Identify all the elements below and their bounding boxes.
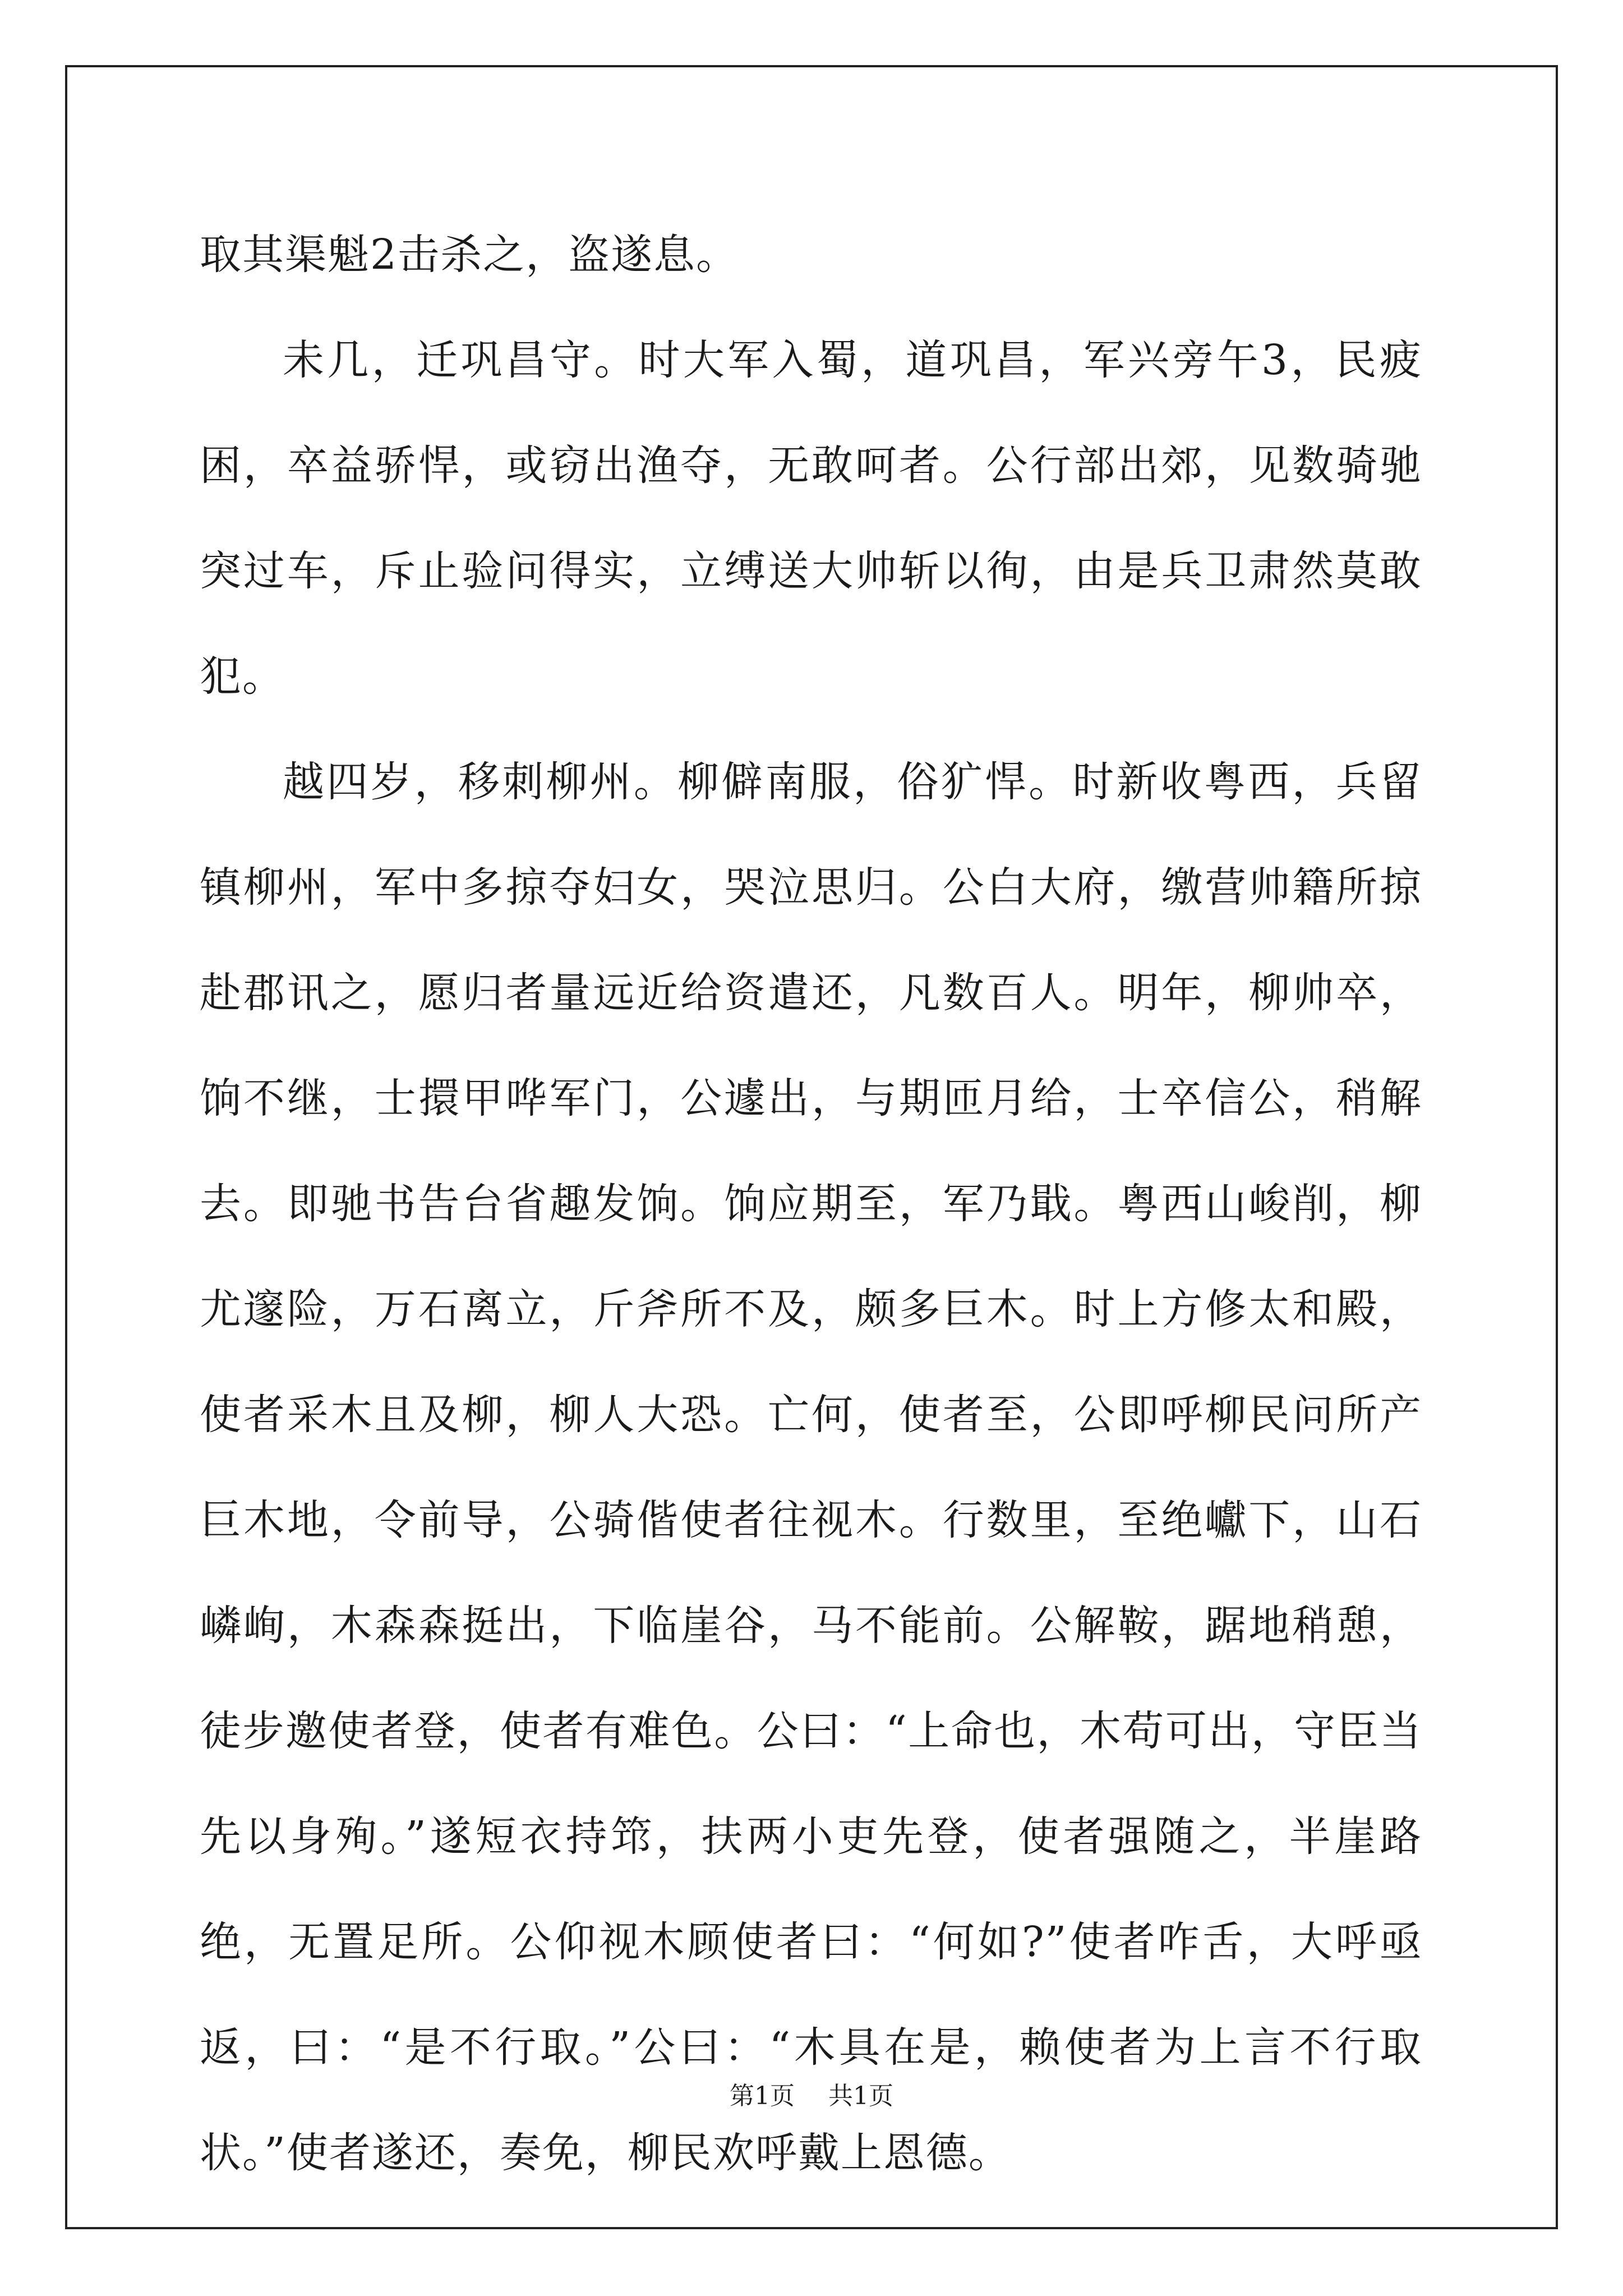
paragraph-1: 取其渠魁2击杀之，盗遂息。: [200, 231, 739, 279]
paragraph-2: 未几，迁巩昌守。时大军入蜀，道巩昌，军兴旁午3，民疲困，卒益骄悍，或窃出渔夺，无敢呵者。公行部出郊，见数骑驰突过车，斥止验问得实，立缚送大帅斩以徇，由是兵卫肃然莫敢犯。: [200, 336, 1422, 701]
page-number: 第1页: [730, 2082, 795, 2110]
paragraph-3: 越四岁，移刺柳州。柳僻南服，俗犷悍。时新收粤西，兵留镇柳州，军中多掠夺妇女，哭泣思归。公白大府，缴营帅籍所掠赴郡讯之，愿归者量远近给资遣还，凡数百人。明年，柳帅卒，饷不继，士擐甲哗军门，公遽出，与期匝月给，士卒信公，稍解去。即驰书告台省趣发饷。饷应期至，军乃戢。粤西山峻削，柳尤邃险，万石离立，斤斧所不及，颇多巨木。时上方修太和殿，使者采木且及柳，柳人大恐。亡何，使者至，公即呼柳民问所产巨木地，令前导，公骑偕使者往视木。行数里，至绝巘下，山石嶙峋，木森森挺出，下临崖谷，马不能前。公解鞍，踞地稍憩，徒步邀使者登，使者有难色。公曰：“上命也，木苟可出，守臣当先以身殉。”遂短衣持筇，扶两小吏先登，使者强随之，半崖路绝，无置足所。公仰视木顾使者曰：“何如?”使者咋舌，大呼亟返，曰：“是不行取。”公曰：“木具在是，赖使者为上言不行取状。”使者遂还，奏免，柳民欢呼戴上恩德。: [200, 758, 1422, 2177]
page-footer: [0, 2076, 1623, 2111]
page-total: 共1页: [828, 2082, 893, 2110]
document-body: [200, 202, 1422, 2206]
